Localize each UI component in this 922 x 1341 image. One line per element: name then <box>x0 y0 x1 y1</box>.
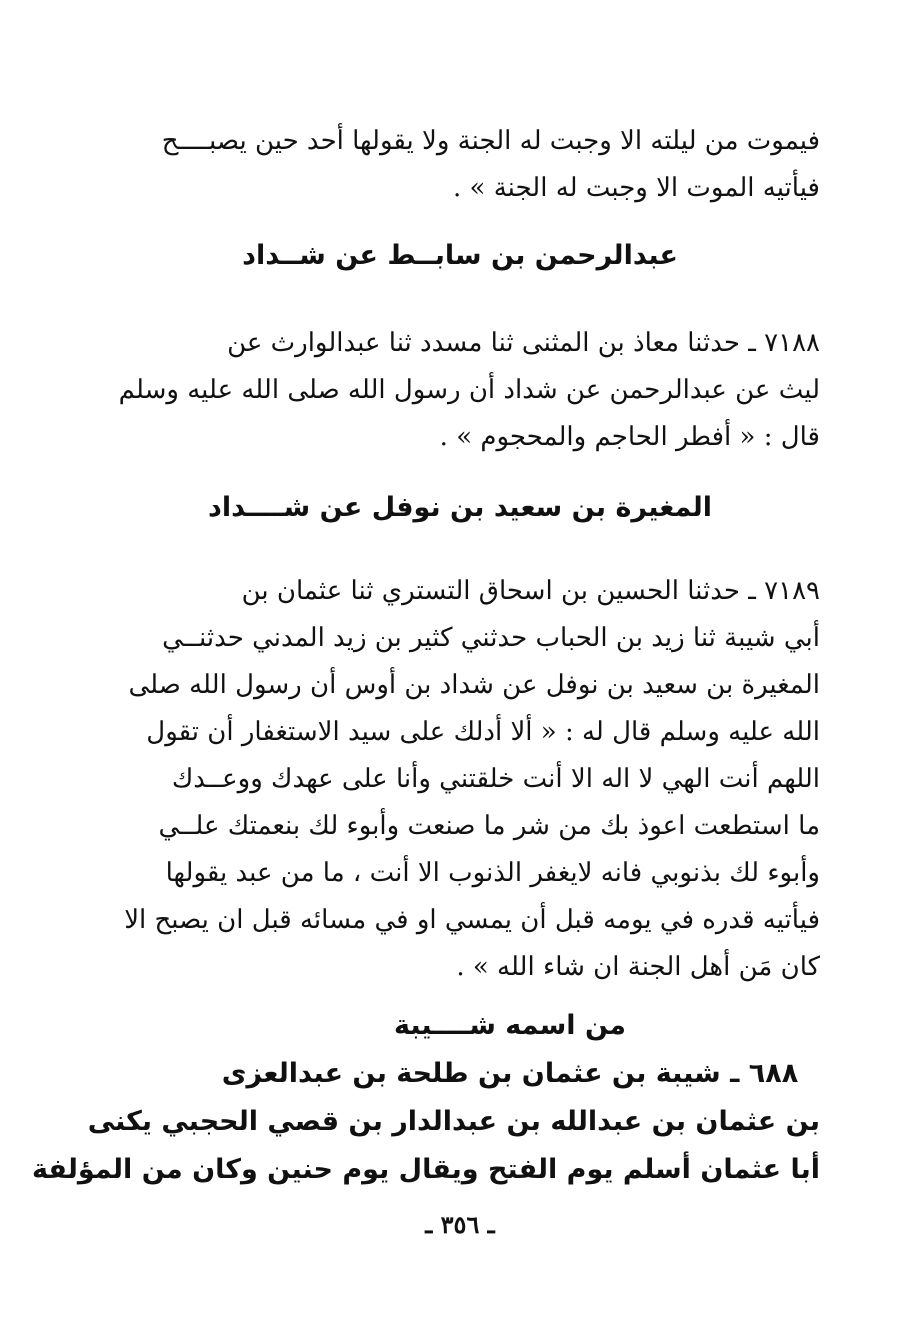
hadith-line: ٧١٨٩ ـ حدثنا الحسين بن اسحاق التستري ثنا عثمان بن <box>241 576 820 606</box>
hadith-line: ليث عن عبدالرحمن عن شداد أن رسول الله صلى الله عليه وسلم <box>118 375 820 405</box>
section-heading-abdulrahman: عبدالرحمن بن سابــط عن شــداد <box>242 240 678 271</box>
hadith-7188 <box>100 320 820 461</box>
biography-line: أبا عثمان أسلم يوم الفتح ويقال يوم حنين وكان من المؤلفة <box>31 1154 820 1185</box>
hadith-line: ٧١٨٨ ـ حدثنا معاذ بن المثنى ثنا مسدد ثنا عبدالوارث عن <box>227 328 820 358</box>
section-heading-mughira: المغيرة بن سعيد بن نوفل عن شــــداد <box>208 492 712 523</box>
biography-line: بن عثمان بن عبدالله بن عبدالدار بن قصي الحجبي يكنى <box>87 1106 820 1137</box>
hadith-line: المغيرة بن سعيد بن نوفل عن شداد بن أوس أن رسول الله صلى <box>128 670 820 700</box>
hadith-line: الله عليه وسلم قال له : « ألا أدلك على سيد الاستغفار أن تقول <box>146 717 820 747</box>
hadith-7189 <box>100 568 820 991</box>
hadith-line: ما استطعت اعوذ بك من شر ما صنعت وأبوء لك بنعمتك علــي <box>158 811 820 841</box>
hadith-line: اللهم أنت الهي لا اله الا أنت خلقتني وأنا على عهدك ووعــدك <box>171 764 820 794</box>
page-number: ـ ٣٥٦ ـ <box>425 1210 495 1239</box>
biography-line: ٦٨٨ ـ شيبة بن عثمان بن طلحة بن عبدالعزى <box>221 1058 799 1089</box>
intro-paragraph <box>100 118 820 212</box>
hadith-line: قال : « أفطر الحاجم والمحجوم » . <box>439 422 820 452</box>
biography-heading: من اسمه شــــيبة <box>394 1010 626 1041</box>
hadith-line: وأبوء لك بذنوبي فانه لايغفر الذنوب الا أنت ، ما من عبد يقولها <box>165 858 820 888</box>
hadith-line: أبي شيبة ثنا زيد بن الحباب حدثني كثير بن زيد المدني حدثنــي <box>162 623 820 653</box>
hadith-line: كان مَن أهل الجنة ان شاء الله » . <box>456 952 820 982</box>
intro-line: فيأتيه الموت الا وجبت له الجنة » . <box>453 173 820 203</box>
hadith-line: فيأتيه قدره في يومه قبل أن يمسي او في مسائه قبل ان يصبح الا <box>124 905 820 935</box>
biography-entry <box>31 1002 820 1194</box>
intro-line: فيموت من ليلته الا وجبت له الجنة ولا يقولها أحد حين يصبــــح <box>161 126 820 156</box>
